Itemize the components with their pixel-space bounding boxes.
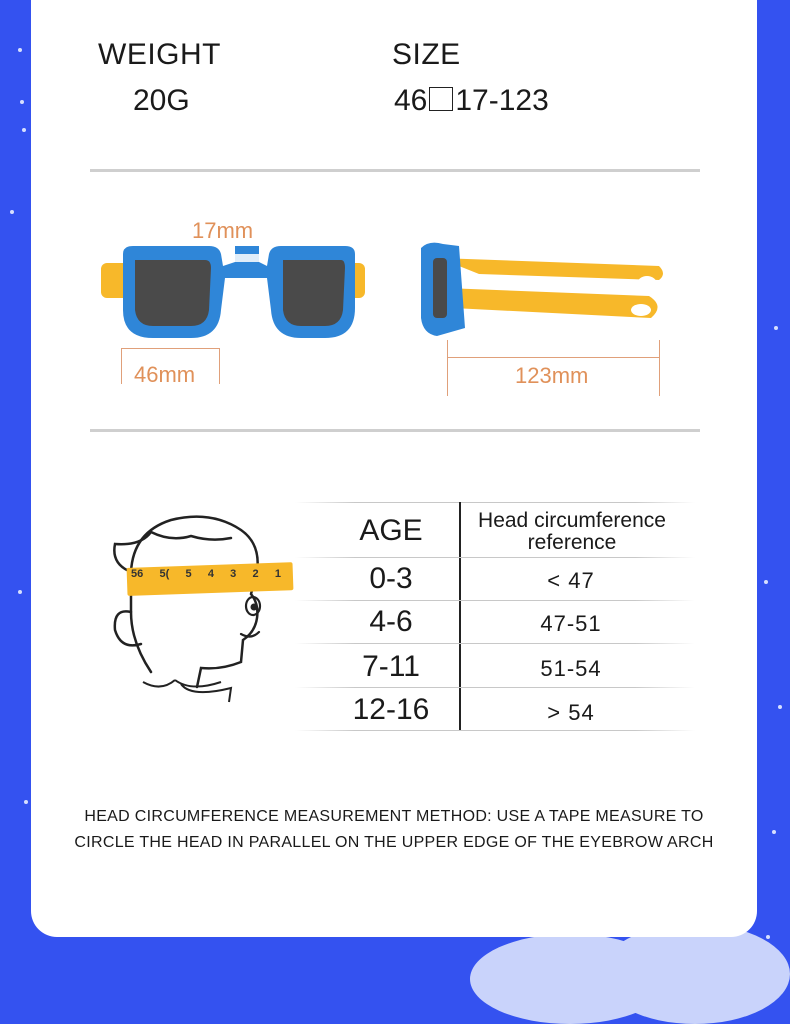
table-row-line bbox=[295, 600, 695, 601]
divider-top bbox=[90, 169, 700, 172]
lens-dimension-line bbox=[121, 348, 122, 384]
bridge-width-label: 17mm bbox=[192, 218, 254, 243]
size-label: SIZE bbox=[392, 38, 461, 71]
size-value bbox=[394, 84, 549, 118]
temple-length-label: 123mm bbox=[515, 363, 589, 388]
table-header-reference-line1: Head circumference bbox=[478, 509, 666, 532]
tape-number: 5 bbox=[185, 568, 192, 580]
tape-number: 4 bbox=[207, 568, 214, 580]
info-card bbox=[31, 0, 757, 937]
table-cell-age: 4-6 bbox=[369, 605, 413, 638]
size-rest-value: 17-123 bbox=[455, 84, 549, 117]
table-cell-reference: 47-51 bbox=[540, 611, 602, 636]
table-border-bottom bbox=[295, 730, 695, 731]
lens-dimension-line bbox=[219, 348, 220, 384]
star-dot bbox=[10, 210, 14, 214]
child-head-illustration bbox=[101, 512, 301, 707]
size-lens-value: 46 bbox=[394, 84, 428, 117]
star-dot bbox=[774, 326, 778, 330]
measurement-note-line2: CIRCLE THE HEAD IN PARALLEL ON THE UPPER EDGE OF THE EYEBROW ARCH bbox=[74, 834, 714, 851]
tape-number: 2 bbox=[252, 568, 259, 580]
table-cell-age: 7-11 bbox=[362, 650, 420, 683]
table-cell-age: 0-3 bbox=[369, 562, 413, 595]
lens-dimension-line bbox=[121, 348, 219, 349]
table-border-top bbox=[295, 502, 695, 503]
glasses-side-illustration bbox=[419, 238, 669, 338]
star-dot bbox=[766, 935, 770, 939]
star-dot bbox=[764, 580, 768, 584]
divider-middle bbox=[90, 429, 700, 432]
table-header-reference bbox=[461, 510, 683, 554]
tape-number: 5( bbox=[159, 568, 170, 580]
measurement-note bbox=[31, 804, 757, 856]
table-row-line bbox=[295, 643, 695, 644]
star-dot bbox=[772, 830, 776, 834]
tape-number: 1 bbox=[274, 568, 281, 580]
table-row-line bbox=[295, 687, 695, 688]
tape-number: 3 bbox=[230, 568, 237, 580]
table-cell-reference: > 54 bbox=[547, 700, 595, 725]
glasses-front-illustration bbox=[101, 238, 381, 348]
tape-measure-numbers bbox=[131, 568, 281, 588]
measurement-note-line1: HEAD CIRCUMFERENCE MEASUREMENT METHOD: USE A TAPE MEASURE TO bbox=[84, 808, 704, 825]
weight-value: 20G bbox=[133, 84, 190, 117]
star-dot bbox=[20, 100, 24, 104]
temple-dimension-line bbox=[447, 340, 448, 396]
weight-label: WEIGHT bbox=[98, 38, 221, 71]
lens-width-label: 46mm bbox=[134, 362, 196, 387]
table-header-reference-line2: reference bbox=[527, 531, 617, 554]
table-header-age: AGE bbox=[359, 514, 423, 547]
temple-dimension-line bbox=[659, 340, 660, 396]
square-icon bbox=[429, 87, 453, 111]
table-row-line bbox=[295, 557, 695, 558]
star-dot bbox=[18, 590, 22, 594]
star-dot bbox=[22, 128, 26, 132]
tape-number: 56 bbox=[131, 568, 144, 580]
temple-dimension-line bbox=[447, 357, 659, 358]
table-cell-age: 12-16 bbox=[352, 693, 430, 726]
cloud-shape bbox=[600, 924, 790, 1024]
table-cell-reference: 51-54 bbox=[540, 656, 602, 681]
star-dot bbox=[18, 48, 22, 52]
star-dot bbox=[778, 705, 782, 709]
table-cell-reference: < 47 bbox=[547, 568, 595, 593]
star-dot bbox=[24, 800, 28, 804]
